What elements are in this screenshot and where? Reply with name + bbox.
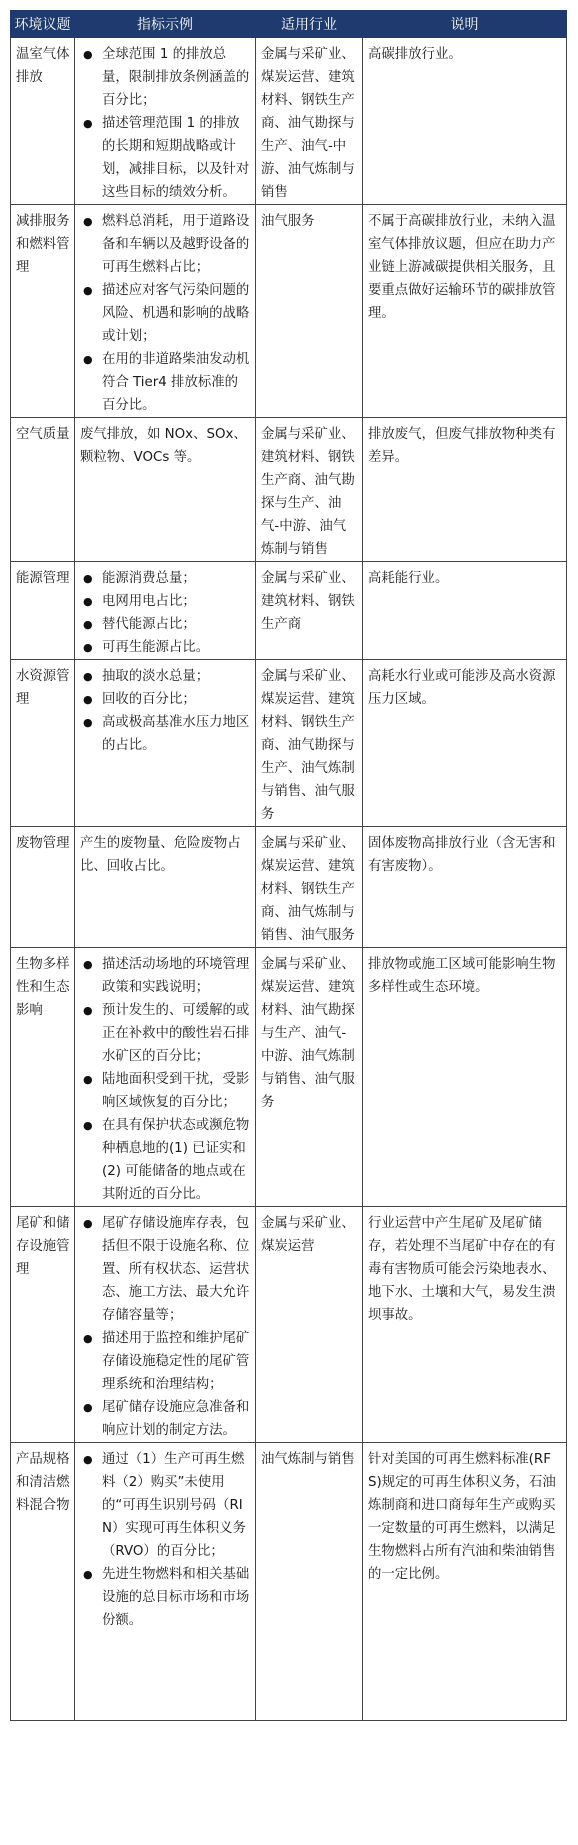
note-cell: 排放废气，但废气排放物种类有差异。 [363,418,567,562]
industries-cell: 油气炼制与销售 [256,1443,363,1721]
indicator-item: ● 在用的非道路柴油发动机符合 Tier4 排放标准的百分比。 [80,348,251,417]
topic-cell: 尾矿和储存设施管理 [11,1207,75,1443]
note-cell: 高耗能行业。 [363,562,567,660]
indicator-item: ● 尾矿存储设施库存表，包括但不限于设施名称、位置、所有权状态、运营状态、施工方法、最大允许存储容量等； [80,1212,251,1327]
note-cell: 高碳排放行业。 [363,38,567,205]
indicator-list [80,43,251,204]
header-note: 说明 [363,11,567,38]
indicators-cell [75,1443,256,1721]
industries-cell: 金属与采矿业、建筑材料、钢铁生产商、油气勘探与生产、油气-中游、油气炼制与销售 [256,418,363,562]
indicator-item: ● 抽取的淡水总量； [80,665,251,688]
table-row [11,418,567,562]
topic-cell: 能源管理 [11,562,75,660]
indicator-item: ● 可再生能源占比。 [80,636,251,659]
indicator-item: ● 先进生物燃料和相关基础设施的总目标市场和市场份额。 [80,1563,251,1632]
indicator-item: ● 回收的百分比； [80,688,251,711]
note-cell: 行业运营中产生尾矿及尾矿储存，若处理不当尾矿中存在的有毒有害物质可能会污染地表水、地下水、土壤和大气，易发生溃坝事故。 [363,1207,567,1443]
header-topic: 环境议题 [11,11,75,38]
note-cell: 排放物或施工区域可能影响生物多样性或生态环境。 [363,948,567,1207]
indicators-cell [75,205,256,418]
header-indicators: 指标示例 [75,11,256,38]
indicator-item: ● 能源消费总量； [80,567,251,590]
indicator-item: ● 燃料总消耗，用于道路设备和车辆以及越野设备的可再生燃料占比； [80,210,251,279]
industries-cell: 油气服务 [256,205,363,418]
indicator-item: ● 尾矿储存设施应急准备和响应计划的制定方法。 [80,1396,251,1442]
industries-cell: 金属与采矿业、煤炭运营、建筑材料、钢铁生产商、油气炼制与销售、油气服务 [256,827,363,948]
topic-cell: 产品规格和清洁燃料混合物 [11,1443,75,1721]
table-row [11,1207,567,1443]
indicators-cell [75,1207,256,1443]
header-industries: 适用行业 [256,11,363,38]
topic-cell: 减排服务和燃料管理 [11,205,75,418]
indicator-item: ● 电网用电占比； [80,590,251,613]
note-cell: 高耗水行业或可能涉及高水资源压力区域。 [363,660,567,827]
indicator-list [80,665,251,757]
table-row [11,205,567,418]
indicator-item: ● 描述用于监控和维护尾矿存储设施稳定性的尾矿管理系统和治理结构； [80,1327,251,1396]
indicators-cell [75,562,256,660]
industries-cell: 金属与采矿业、煤炭运营、建筑材料、钢铁生产商、油气勘探与生产、油气炼制与销售、油气服务 [256,660,363,827]
industries-cell: 金属与采矿业、建筑材料、钢铁生产商 [256,562,363,660]
topic-cell: 温室气体排放 [11,38,75,205]
industries-cell: 金属与采矿业、煤炭运营 [256,1207,363,1443]
indicators-cell: 废气排放，如 NOx、SOx、颗粒物、VOCs 等。 [75,418,256,562]
indicator-list [80,1212,251,1442]
indicator-item: ● 全球范围 1 的排放总量，限制排放条例涵盖的百分比； [80,43,251,112]
indicators-cell: 产生的废物量、危险废物占比、回收占比。 [75,827,256,948]
indicators-cell [75,660,256,827]
indicators-cell [75,948,256,1207]
indicator-item: ● 高或极高基准水压力地区的占比。 [80,711,251,757]
table-row [11,38,567,205]
indicator-item: ● 描述管理范围 1 的排放的长期和短期战略或计划，减排目标，以及针对这些目标的绩效分析。 [80,112,251,204]
topic-cell: 空气质量 [11,418,75,562]
header-row [11,11,567,38]
indicator-item: ● 替代能源占比； [80,613,251,636]
indicator-list [80,953,251,1206]
indicator-item: ● 预计发生的、可缓解的或正在补救中的酸性岩石排水矿区的百分比； [80,999,251,1068]
indicator-item: ● 通过（1）生产可再生燃料（2）购买”未使用的“可再生识别号码（RIN）实现可再生体积义务（RVO）的百分比； [80,1448,251,1563]
topic-cell: 生物多样性和生态影响 [11,948,75,1207]
indicators-cell [75,38,256,205]
indicator-item: ● 陆地面积受到干扰，受影响区域恢复的百分比； [80,1068,251,1114]
indicator-item: ● 描述活动场地的环境管理政策和实践说明； [80,953,251,999]
note-cell: 不属于高碳排放行业，未纳入温室气体排放议题，但应在助力产业链上游减碳提供相关服务，且要重点做好运输环节的碳排放管理。 [363,205,567,418]
esg-indicator-table [10,10,567,1721]
topic-cell: 废物管理 [11,827,75,948]
table-row [11,562,567,660]
industries-cell: 金属与采矿业、煤炭运营、建筑材料、钢铁生产商、油气勘探与生产、油气-中游、油气炼制与销售 [256,38,363,205]
industries-cell: 金属与采矿业、煤炭运营、建筑材料、油气勘探与生产、油气-中游、油气炼制与销售、油气服务 [256,948,363,1207]
indicator-item: ● 在具有保护状态或濒危物种栖息地的(1) 已证实和(2) 可能储备的地点或在其附近的百分比。 [80,1114,251,1206]
table-row [11,827,567,948]
table-row [11,660,567,827]
topic-cell: 水资源管理 [11,660,75,827]
indicator-list [80,567,251,659]
note-cell: 固体废物高排放行业（含无害和有害废物）。 [363,827,567,948]
note-cell: 针对美国的可再生燃料标准(RFS)规定的可再生体积义务，石油炼制商和进口商每年生产或购买一定数量的可再生燃料，以满足生物燃料占所有汽油和柴油销售的一定比例。 [363,1443,567,1721]
table-row [11,1443,567,1721]
indicator-list [80,1448,251,1632]
table-row [11,948,567,1207]
indicator-list [80,210,251,417]
indicator-item: ● 描述应对客气污染问题的风险、机遇和影响的战略或计划； [80,279,251,348]
